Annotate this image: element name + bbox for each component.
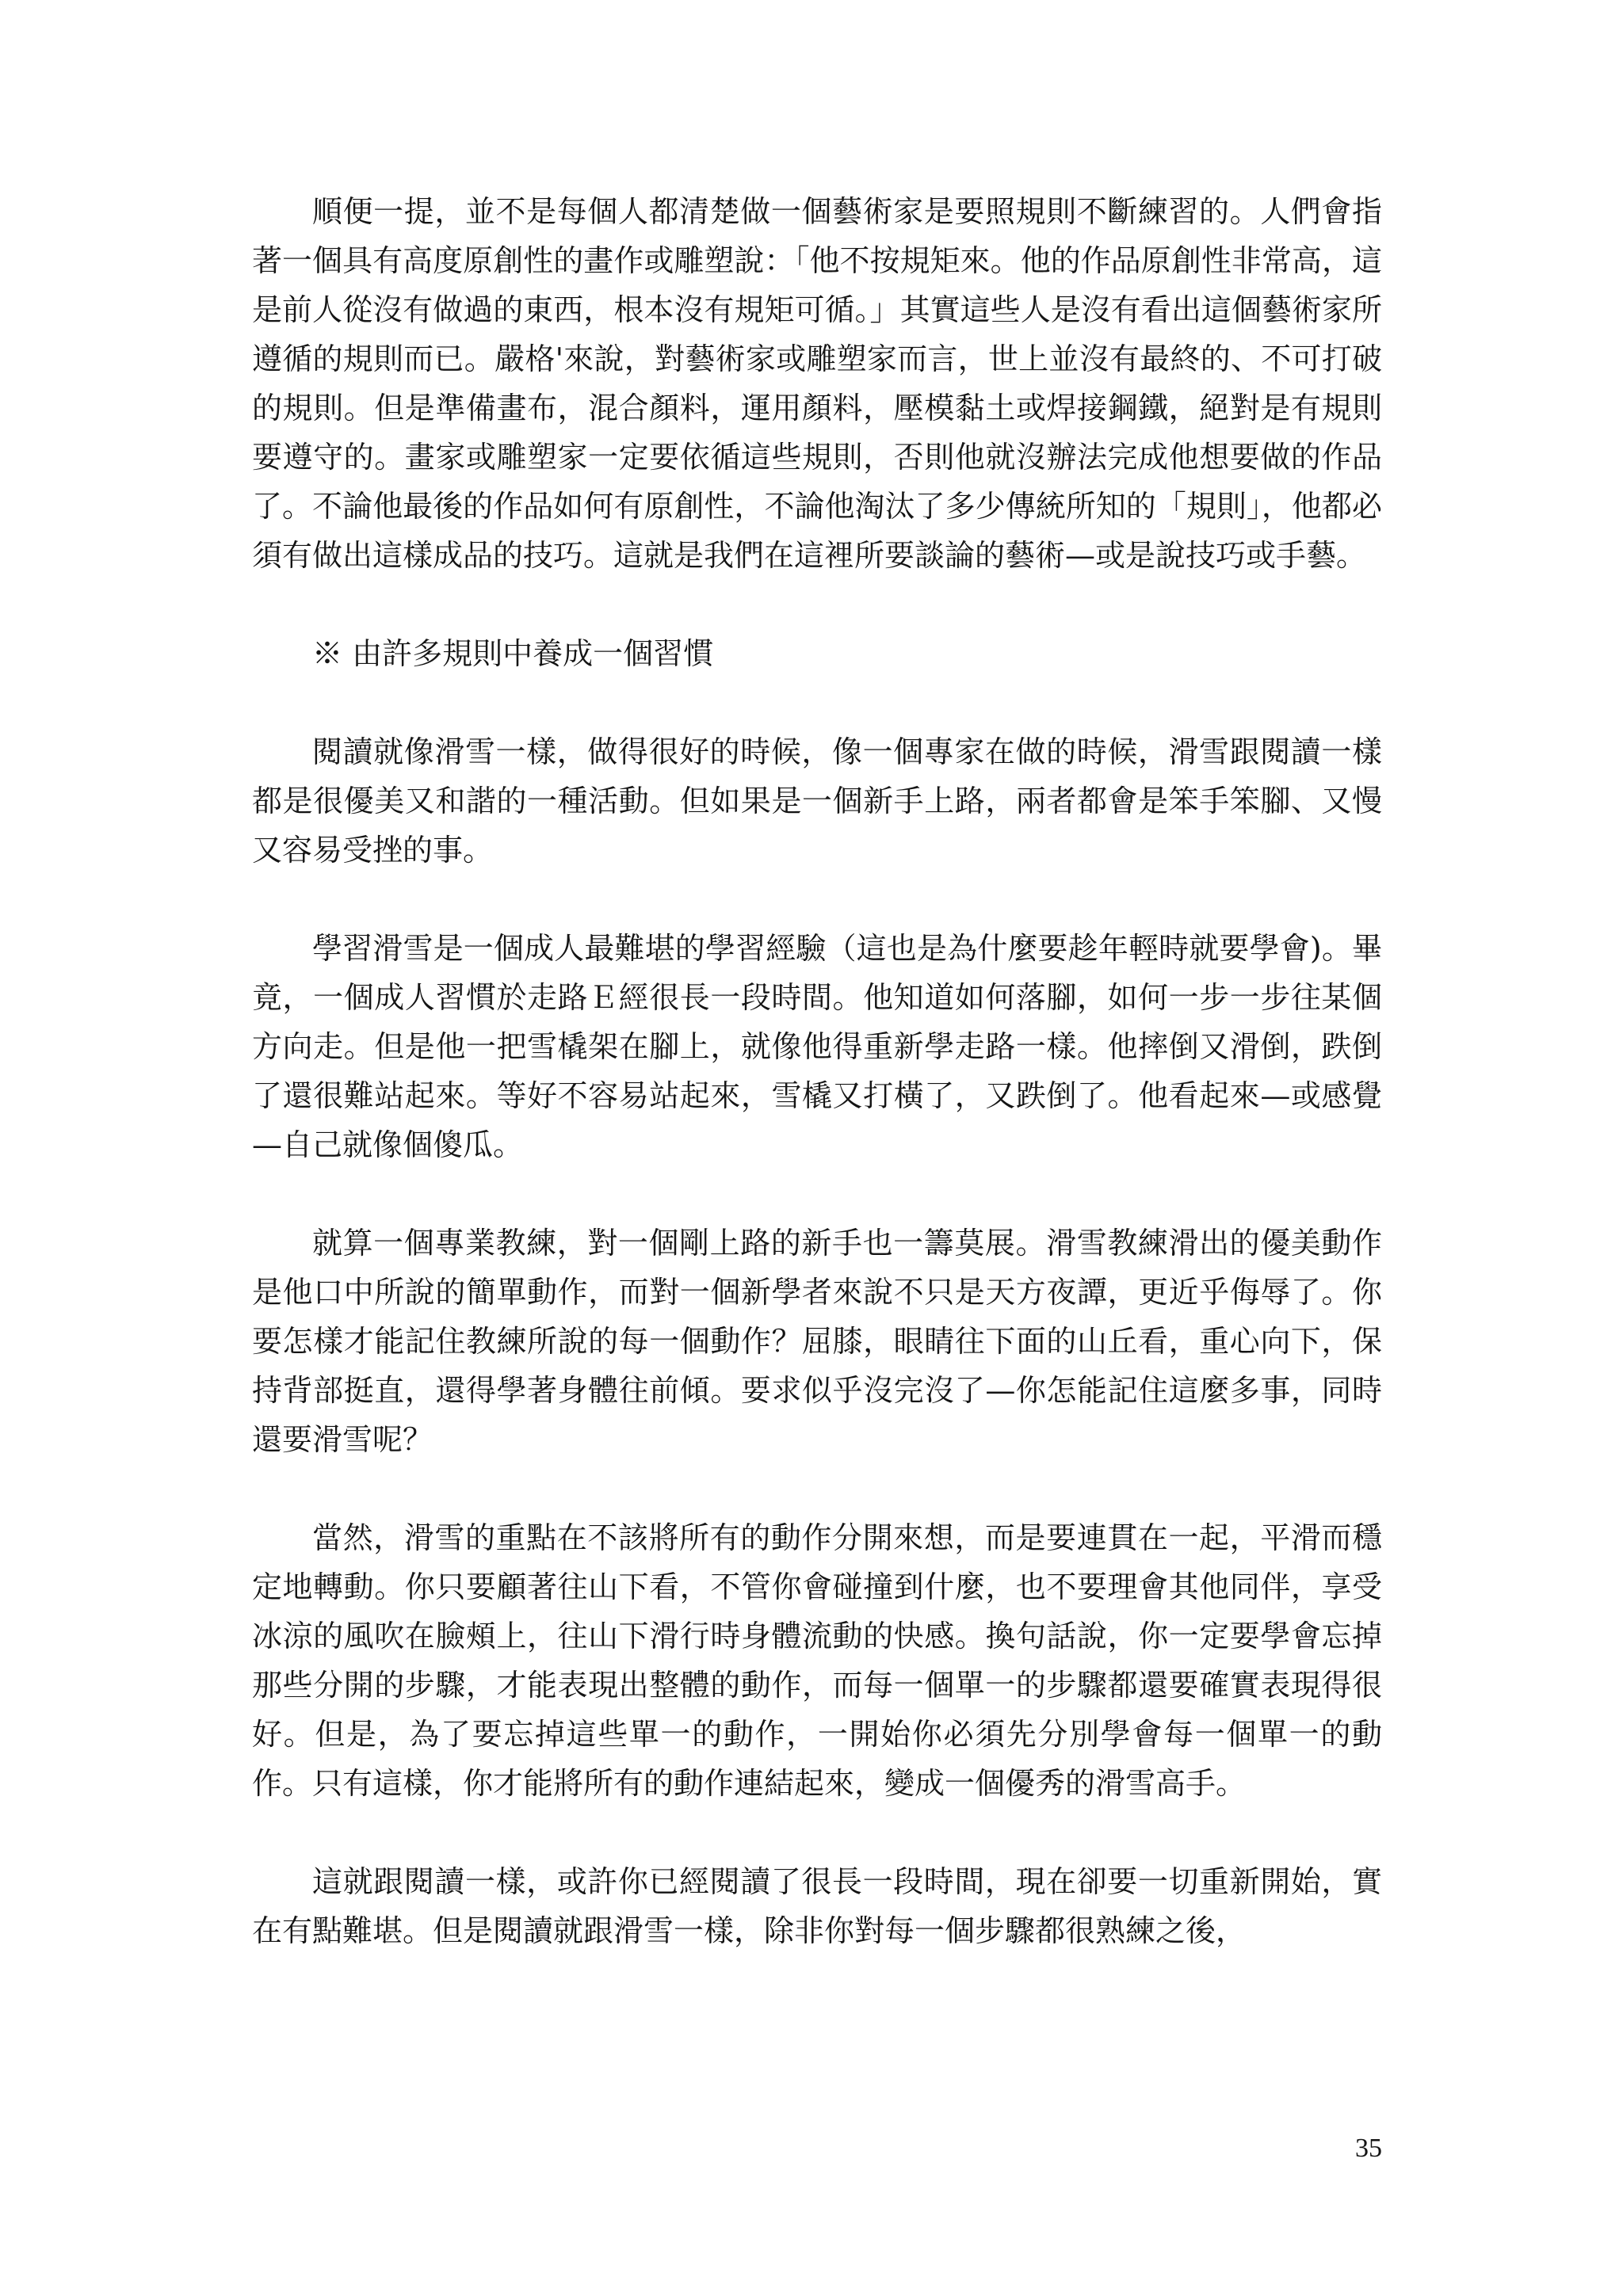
paragraph-artist-rules: 順便一提，並不是每個人都清楚做一個藝術家是要照規則不斷練習的。人們會指著一個具有高度原創性的畫作或雕塑說：「他不按規矩來。他的作品原創性非常高，這是前人從沒有做過的東西，根本沒有規矩可循。」其實這些人是沒有看出這個藝術家所遵循的規則而已。嚴格'來說，對藝術家或雕塑家而言，世上並沒有最終的、不可打破的規則。但是準備畫布，混合顏料，運用顏料，壓模黏土或焊接鋼鐵，絕對是有規則要遵守的。畫家或雕塑家一定要依循這些規則，否則他就沒辦法完成他想要做的作品了。不論他最後的作品如何有原創性，不論他淘汰了多少傳統所知的「規則」，他都必須有做出這樣成品的技巧。這就是我們在這裡所要談論的藝術—或是說技巧或手藝。: [252, 194, 1382, 573]
paragraph-ski-fluid-motion: 當然，滑雪的重點在不該將所有的動作分開來想，而是要連貫在一起，平滑而穩定地轉動。你只要顧著往山下看，不管你會碰撞到什麼，也不要理會其他同伴，享受冰涼的風吹在臉頰上，往山下滑行時身體流動的快感。換句話說，你一定要學會忘掉那些分開的步驟，才能表現出整體的動作，而每一個單一的步驟都還要確實表現得很好。但是，為了要忘掉這些單一的動作，一開始你必須先分別學會每一個單一的動作。只有這樣，你才能將所有的動作連結起來，變成一個優秀的滑雪高手。: [252, 1520, 1382, 1801]
paragraph-ski-instructor: 就算一個專業教練，對一個剛上路的新手也一籌莫展。滑雪教練滑出的優美動作是他口中所說的簡單動作，而對一個新學者來說不只是天方夜譚，更近乎侮辱了。你要怎樣才能記住教練所說的每一個動作？屈膝，眼睛往下面的山丘看，重心向下，保持背部挺直，還得學著身體往前傾。要求似乎沒完沒了—你怎能記住這麼多事，同時還要滑雪呢？: [252, 1226, 1382, 1457]
paragraph-reading-restart: 這就跟閱讀一樣，或許你已經閱讀了很長一段時間，現在卻要一切重新開始，實在有點難堪。但是閱讀就跟滑雪一樣，除非你對每一個步驟都很熟練之後，: [252, 1864, 1382, 1948]
document-body: [252, 187, 1382, 2004]
paragraph-reading-like-skiing: 閱讀就像滑雪一樣，做得很好的時候，像一個專家在做的時候，滑雪跟閱讀一樣都是很優美又和諧的一種活動。但如果是一個新手上路，兩者都會是笨手笨腳、又慢又容易受挫的事。: [252, 734, 1382, 868]
paragraph-learning-to-ski: 學習滑雪是一個成人最難堪的學習經驗（這也是為什麼要趁年輕時就要學會)。畢竟，一個成人習慣於走路Ｅ經很長一段時間。他知道如何落腳，如何一步一步往某個方向走。但是他一把雪橇架在腳上，就像他得重新學走路一樣。他摔倒又滑倒，跌倒了還很難站起來。等好不容易站起來，雪橇又打橫了，又跌倒了。他看起來—或感覺—自己就像個傻瓜。: [252, 931, 1382, 1162]
section-heading: ※ 由許多規則中養成一個習慣: [312, 636, 714, 671]
page-number: 35: [1355, 2134, 1382, 2163]
